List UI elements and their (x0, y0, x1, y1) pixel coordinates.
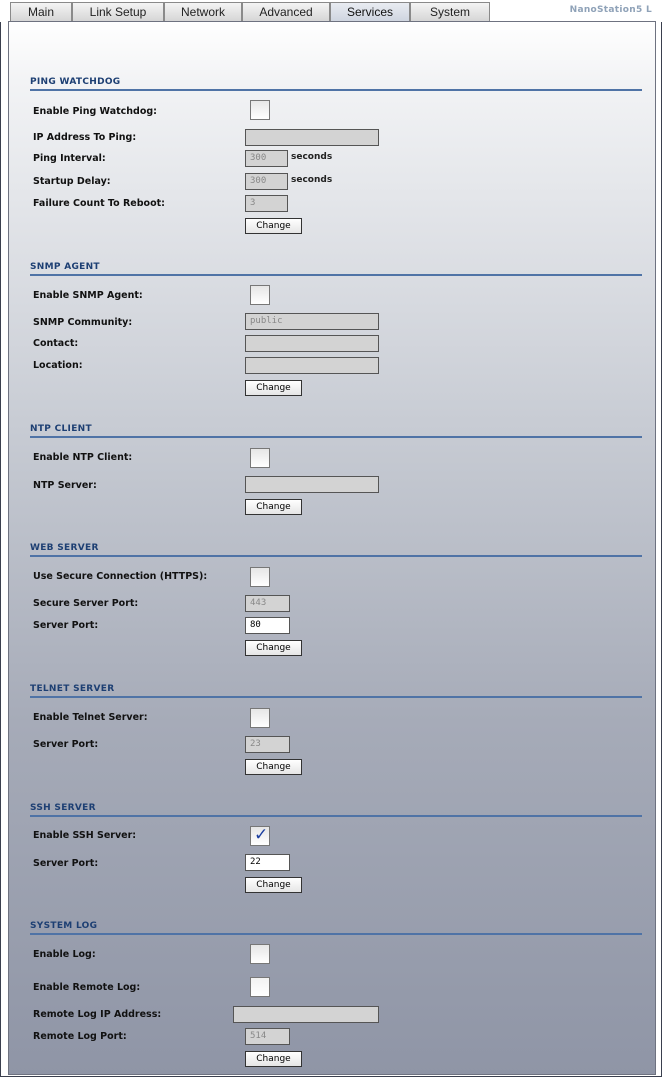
tab-services[interactable]: Services (330, 2, 410, 21)
enable-log-checkbox[interactable] (250, 944, 270, 964)
tab-system[interactable]: System (410, 2, 490, 21)
failure-count-input[interactable]: 3 (245, 195, 288, 212)
ip-to-ping-label: IP Address To Ping: (33, 132, 137, 143)
tab-network[interactable]: Network (164, 2, 242, 21)
web-server-port-input[interactable]: 80 (245, 617, 290, 634)
snmp-community-label: SNMP Community: (33, 317, 133, 328)
ssh-server-title: SSH SERVER (30, 803, 642, 817)
remote-log-ip-label: Remote Log IP Address: (33, 1009, 162, 1020)
startup-delay-unit: seconds (291, 175, 333, 185)
secure-port-label: Secure Server Port: (33, 598, 139, 609)
tab-advanced[interactable]: Advanced (242, 2, 330, 21)
system-log-title: SYSTEM LOG (30, 921, 642, 935)
enable-remote-log-checkbox[interactable] (250, 977, 270, 997)
remote-log-ip-input[interactable] (233, 1006, 379, 1023)
web-server-port-label: Server Port: (33, 620, 99, 631)
ntp-client-title: NTP CLIENT (30, 424, 642, 438)
location-input[interactable] (245, 357, 379, 374)
ping-interval-unit: seconds (291, 152, 333, 162)
tab-link-setup[interactable]: Link Setup (72, 2, 164, 21)
ssh-port-input[interactable]: 22 (245, 854, 290, 871)
ip-to-ping-input[interactable] (245, 129, 379, 146)
telnet-port-label: Server Port: (33, 739, 99, 750)
ntp-server-label: NTP Server: (33, 480, 97, 491)
ping-watchdog-change-button[interactable]: Change (245, 218, 302, 234)
web-server-title: WEB SERVER (30, 543, 642, 557)
enable-snmp-label: Enable SNMP Agent: (33, 290, 143, 301)
secure-port-input[interactable]: 443 (245, 595, 290, 612)
tab-bar (0, 0, 664, 22)
ping-interval-input[interactable]: 300 (245, 150, 288, 167)
ping-watchdog-title: PING WATCHDOG (30, 77, 642, 91)
enable-ssh-label: Enable SSH Server: (33, 830, 137, 841)
enable-ntp-label: Enable NTP Client: (33, 452, 133, 463)
enable-remote-log-label: Enable Remote Log: (33, 982, 141, 993)
enable-ssh-checkbox[interactable] (250, 826, 270, 846)
enable-ping-watchdog-checkbox[interactable] (250, 100, 270, 120)
ping-interval-label: Ping Interval: (33, 153, 106, 164)
startup-delay-input[interactable]: 300 (245, 173, 288, 190)
telnet-change-button[interactable]: Change (245, 759, 302, 775)
remote-log-port-input[interactable]: 514 (245, 1028, 290, 1045)
ntp-change-button[interactable]: Change (245, 499, 302, 515)
https-checkbox[interactable] (250, 567, 270, 587)
contact-input[interactable] (245, 335, 379, 352)
failure-count-label: Failure Count To Reboot: (33, 198, 165, 209)
enable-ntp-checkbox[interactable] (250, 448, 270, 468)
contact-label: Contact: (33, 338, 79, 349)
snmp-agent-title: SNMP AGENT (30, 262, 642, 276)
enable-log-label: Enable Log: (33, 949, 96, 960)
snmp-change-button[interactable]: Change (245, 380, 302, 396)
tab-main[interactable]: Main (10, 2, 72, 21)
ssh-change-button[interactable]: Change (245, 877, 302, 893)
startup-delay-label: Startup Delay: (33, 176, 111, 187)
remote-log-port-label: Remote Log Port: (33, 1031, 127, 1042)
enable-telnet-label: Enable Telnet Server: (33, 712, 148, 723)
telnet-server-title: TELNET SERVER (30, 684, 642, 698)
ssh-port-label: Server Port: (33, 858, 99, 869)
device-name: NanoStation5 L (569, 5, 652, 15)
enable-ping-watchdog-label: Enable Ping Watchdog: (33, 106, 157, 117)
web-server-change-button[interactable]: Change (245, 640, 302, 656)
system-log-change-button[interactable]: Change (245, 1051, 302, 1067)
https-label: Use Secure Connection (HTTPS): (33, 571, 208, 582)
ntp-server-input[interactable] (245, 476, 379, 493)
telnet-port-input[interactable]: 23 (245, 736, 290, 753)
snmp-community-input[interactable]: public (245, 313, 379, 330)
services-panel (8, 21, 656, 1075)
enable-snmp-checkbox[interactable] (250, 285, 270, 305)
location-label: Location: (33, 360, 83, 371)
enable-telnet-checkbox[interactable] (250, 708, 270, 728)
